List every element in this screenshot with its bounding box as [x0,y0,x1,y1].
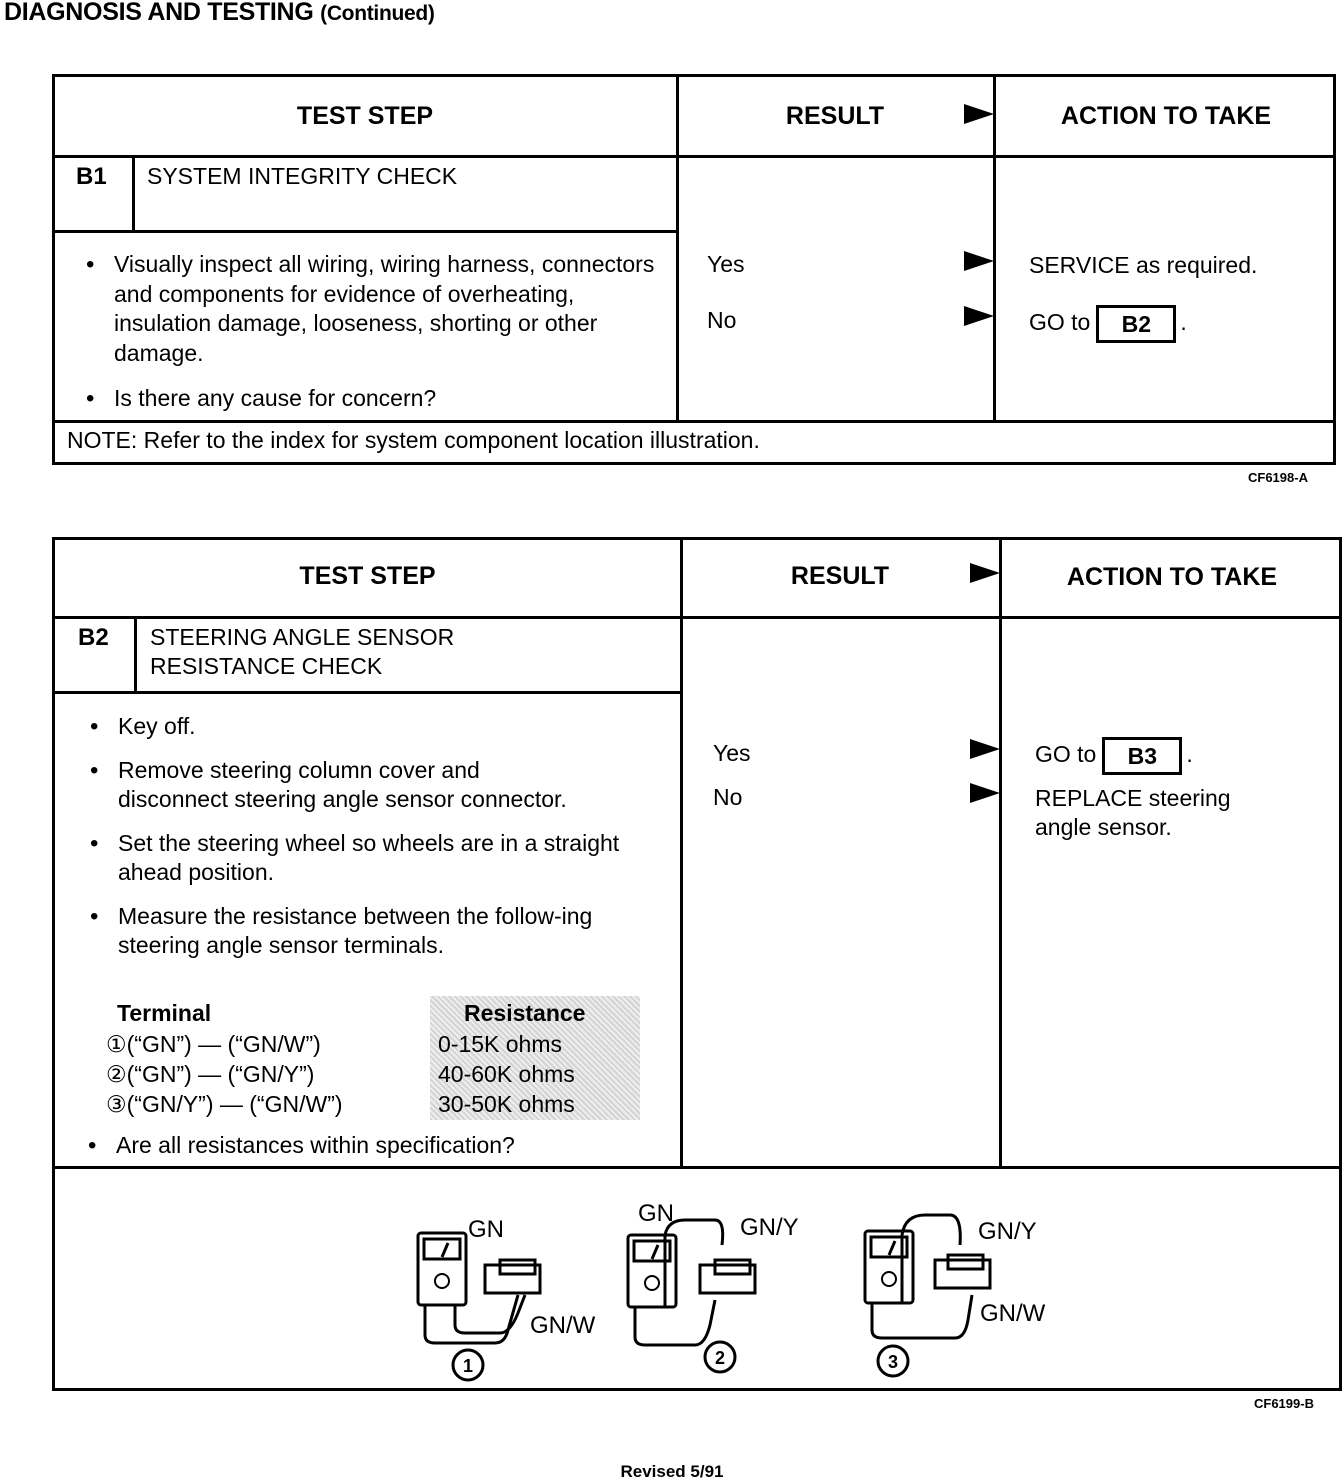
fig1-label-b: GN/W [530,1312,596,1339]
ohmmeter-diagrams [400,1195,1080,1385]
page-title [4,0,435,27]
action-yes-prefix: GO to [1035,741,1097,767]
fig1-number: 1 [462,1356,474,1376]
action-yes-b2 [1035,736,1193,775]
header-action: ACTION TO TAKE [1066,563,1278,591]
divider [676,74,679,422]
terminal-pair: (“GN”) — (“GN/Y”) [126,1061,315,1087]
b2-instructions [88,712,658,975]
table-row [106,1029,321,1059]
list-item: • Measure the resistance between the follow-ing steering angle sensor terminals. [88,902,658,961]
step-title-b2-line2: RESISTANCE CHECK [150,653,383,679]
step-ref-b2[interactable]: B2 [1096,305,1176,343]
table-row [106,1059,314,1089]
action-no-b2-line2: angle sensor. [1035,814,1172,840]
divider [52,230,678,233]
list-item: • Set the steering wheel so wheels are in a straight ahead position. [88,829,658,888]
col-resistance: Resistance [464,1000,586,1026]
terminal-pair: (“GN”) — (“GN/W”) [126,1031,321,1057]
divider [52,616,1342,619]
fig3-label-a: GN/Y [978,1218,1037,1245]
header-test-step: TEST STEP [299,562,436,590]
yes-arrow-icon [970,739,1000,759]
divider [132,155,135,232]
action-no-b2-line1: REPLACE steering [1035,785,1231,811]
list-item: • Is there any cause for concern? [84,384,664,414]
divider [52,691,682,694]
figure-code-b1: CF6198-A [1248,470,1308,485]
no-arrow-icon [964,306,994,326]
terminal-number: ② [106,1061,127,1087]
step-ref-b3[interactable]: B3 [1102,737,1182,775]
page-title-suffix: (Continued) [320,2,435,25]
yes-arrow-icon [964,251,994,271]
header-action: ACTION TO TAKE [1060,102,1272,130]
result-no-b1: No [707,307,737,333]
terminal-number: ① [106,1031,127,1057]
terminal-pair: (“GN/Y”) — (“GN/W”) [126,1091,343,1117]
fig3-number: 3 [887,1352,899,1372]
header-result: RESULT [785,102,885,130]
divider [52,155,1336,158]
step-title-b1: SYSTEM INTEGRITY CHECK [147,163,458,189]
list-item: • Key off. [88,712,658,742]
action-no-prefix: GO to [1029,309,1091,335]
meter-illustrations [400,1195,1080,1385]
action-no-b1 [1029,304,1187,343]
action-no-suffix: . [1180,309,1187,335]
step-id-b1: B1 [76,163,107,190]
table-row [106,1089,343,1119]
action-yes-suffix: . [1186,741,1193,767]
no-arrow-icon [970,783,1000,803]
divider [999,537,1002,1169]
step-id-b2: B2 [78,624,109,651]
header-test-step: TEST STEP [296,102,434,130]
resistance-value: 30-50K ohms [438,1091,575,1117]
header-result: RESULT [790,562,890,590]
b1-instructions [84,250,664,428]
ohmmeter-figure-3 [865,1215,990,1338]
resistance-value: 40-60K ohms [438,1061,575,1087]
fig3-label-b: GN/W [980,1300,1046,1327]
result-yes-b1: Yes [707,251,745,277]
ohmmeter-figure-2 [628,1220,755,1345]
b2-final-question [86,1131,666,1175]
divider [993,74,996,422]
fig2-label-a: GN [638,1200,674,1227]
terminal-number: ③ [106,1091,127,1117]
list-item: • Remove steering column cover and disconnect steering angle sensor connector. [88,756,658,815]
page-title-text: DIAGNOSIS AND TESTING [4,0,314,26]
footer-revision: Revised 5/91 [620,1462,724,1481]
note-b1: NOTE: Refer to the index for system component location illustration. [67,427,760,453]
step-title-b2-line1: STEERING ANGLE SENSOR [150,624,455,650]
divider [134,616,137,693]
divider [680,537,683,1169]
result-no-b2: No [713,784,743,810]
ohmmeter-figure-1 [418,1233,540,1343]
fig1-label-a: GN [468,1216,504,1243]
list-item: • Are all resistances within specification? [86,1131,666,1161]
fig2-label-b: GN/Y [740,1214,799,1241]
action-yes-b1: SERVICE as required. [1029,252,1258,278]
list-item: • Visually inspect all wiring, wiring harness, connectors and components for evidence of overheating, insulation damage, looseness, shorting or other damage. [84,250,664,368]
result-yes-b2: Yes [713,740,751,766]
result-arrow-icon [970,563,1000,583]
resistance-value: 0-15K ohms [438,1031,563,1057]
col-terminal: Terminal [117,1000,212,1026]
result-arrow-icon [964,104,994,124]
figure-code-b2: CF6199-B [1254,1396,1314,1411]
fig2-number: 2 [714,1348,726,1368]
